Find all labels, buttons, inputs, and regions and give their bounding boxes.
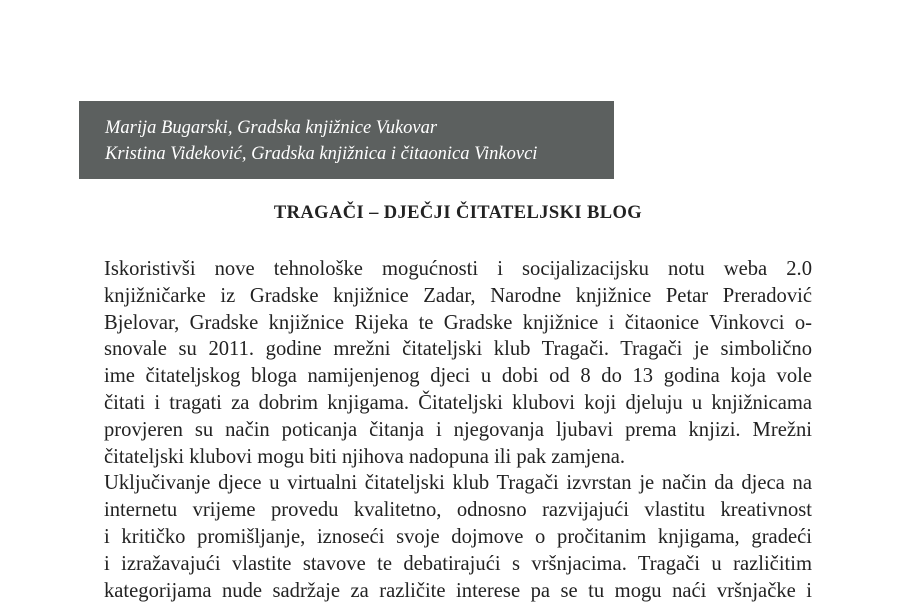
author-line-1: Marija Bugarski, Gradska knjižnice Vukovar (105, 118, 438, 138)
paragraph-2-line: internetu vrijeme provedu kvalitetno, odnosno razvijajući vlastitu kreativnost (104, 499, 812, 522)
paragraph-2-line: i izražavajući vlastite stavove te debatirajući s vršnjacima. Tragači u različitim (104, 552, 812, 575)
article-title: TRAGAČI – DJEČJI ČITATELJSKI BLOG (273, 203, 643, 223)
author-line-2: Kristina Videković, Gradska knjižnica i čitaonica Vinkovci (105, 144, 538, 164)
paragraph-1-line: provjeren su način poticanja čitanja i njegovanja ljubavi prema knjizi. Mrežni (104, 418, 812, 441)
paragraph-1-line: snovale su 2011. godine mrežni čitateljski klub Tragači. Tragači je simbolično (104, 338, 812, 361)
paragraph-2-line: kategorijama nude sadržaje za različite interese pa se tu mogu naći vršnjačke i (104, 579, 812, 602)
author-box (79, 101, 614, 179)
paragraph-1-line: čitati i tragati za dobrim knjigama. Čitateljski klubovi koji djeluju u knjižnicama (104, 391, 812, 414)
paragraph-1-line: čitateljski klubovi mogu biti njihova nadopuna ili pak zamjena. (104, 445, 626, 468)
paragraph-1-line: Bjelovar, Gradske knjižnice Rijeka te Gradske knjižnice i čitaonice Vinkovci o- (104, 311, 812, 334)
paragraph-1-line: ime čitateljskog bloga namijenjenog djeci u dobi od 8 do 13 godina koja vole (104, 365, 812, 388)
article-body (104, 256, 812, 604)
paragraph-1-line: Iskoristivši nove tehnološke mogućnosti i socijalizacijsku notu weba 2.0 (104, 258, 812, 280)
paragraph-2-line: Uključivanje djece u virtualni čitateljski klub Tragači izvrstan je način da djeca na (104, 472, 812, 495)
paragraph-1-line: knjižničarke iz Gradske knjižnice Zadar, Narodne knjižnice Petar Preradović (104, 284, 812, 307)
paragraph-2-line: i kritičko promišljanje, iznoseći svoje dojmove o pročitanim knjigama, gradeći (104, 525, 812, 548)
